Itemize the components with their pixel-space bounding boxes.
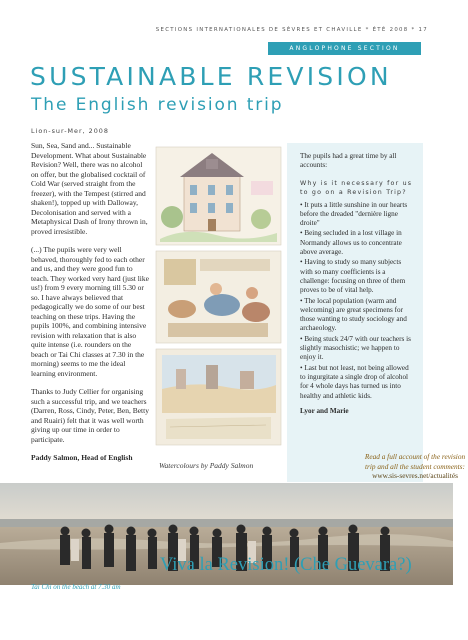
watercolour-classroom [156,251,281,343]
watercolour-illustrations [156,147,281,447]
sidebar-intro: The pupils had a great time by all accounts: [300,152,397,170]
sidebar-bullet: • Being secluded in a lost village in Normandy allows us to concentrate above average. [300,229,402,257]
sidebar-signoff: Lyor and Marie [300,406,349,415]
dateline: Lion-sur-Mer, 2008 [31,127,109,135]
photo-caption: Tai Chi on the beach at 7.30 am [31,583,121,591]
body-paragraph-3: Thanks to Judy Cellier for organising such a successful trip, and we teachers (Darren, Ross, Cindy, Peter, Ben, Betty and Ruairi) felt that it was well worth giving up our time in order to participate. [31,387,149,444]
sidebar-heading: Why is it necessary for us to go on a Revision Trip? [300,179,413,196]
sidebar-bullet: • Having to study so many subjects with so many coefficients is a challenge: focusing on three of them proves to be of vital help. [300,258,406,295]
section-tab: ANGLOPHONE SECTION [268,42,421,55]
article-body [31,141,149,472]
student-comments-box [287,143,423,482]
body-paragraph-2: (...) The pupils were very well behaved, thoroughly fed to each other and us, and they were good fun to teach. They worked very hard (just like us!) from 9 every morning till 5.30 or so. I have always believed that pedagogically we do some of our best teaching on these trips. Having the pupils 100%, and combining intensive revision with relaxation that is also quite intense (i.e. rounders on the beach or Tai Chi classes at 7.30 in the morning) seems to me the ideal learning environment. [31,245,149,378]
sidebar-bullet: • Last but not least, not being allowed to ingurgitate a single drop of alcohol for 4 whole days has turned us into healthy and athletic kids. [300,363,409,400]
watercolour-beach-scene [156,349,281,445]
running-head: SECTIONS INTERNATIONALES DE SÈVRES ET CHAVILLE * ÉTÉ 2008 * 17 [155,27,428,33]
watercolour-building [156,147,281,245]
callout-text: Read a full account of the revision trip and all the student comments: [364,452,466,471]
artwork-caption: Watercolours by Paddy Salmon [159,461,254,470]
sidebar-bullet: • It puts a little sunshine in our hearts before the dreaded "dernière ligne droite" [300,200,408,228]
article-subtitle: The English revision trip [31,95,284,115]
article-title: SUSTAINABLE REVISION [30,62,392,91]
read-more-callout [362,452,468,481]
author-signature: Paddy Salmon, Head of English [31,453,133,462]
callout-link[interactable]: www.sis-sevres.net/actualités [372,471,458,480]
body-paragraph-1: Sun, Sea, Sand and... Sustainable Development. What about Sustainable Revision? Well, there was no alcohol on offer, but the globalised cocktail of Cold War (served straight from the freezer), with the Tempest (stirred and shaken!), topped up with Dalloway, Decolonisation and served with a Metaphysical Dash of Irony thrown in, proved irresistible. [31,141,148,236]
sidebar-bullet: • The local population (warm and welcoming) are great specimens for those wanting to study sociology and archaeology. [300,296,407,333]
closing-headline: Viva la Revision! (Che Guevara?) [160,555,412,575]
sidebar-bullet: • Being stuck 24/7 with our teachers is slightly masochistic; we happen to enjoy it. [300,334,411,362]
